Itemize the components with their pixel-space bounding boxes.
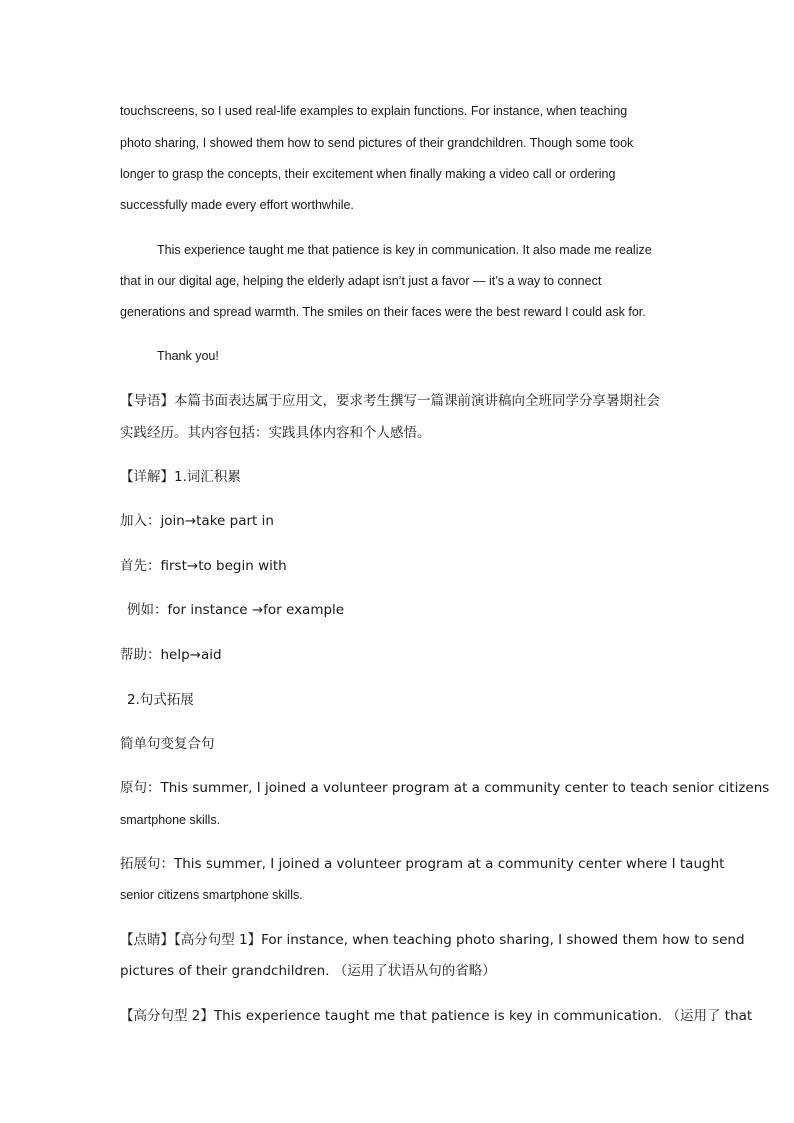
vocab-item-join: 加入：join→take part in <box>120 513 274 529</box>
highlight-1-line-2: pictures of their grandchildren. （运用了状语从句的省略） <box>120 963 496 979</box>
sentence-heading: 2.句式拓展 <box>127 692 194 708</box>
original-sentence-line-2: smartphone skills. <box>120 813 221 827</box>
essay-p2-line-2: that in our digital age, helping the elderly adapt isn’t just a favor — it’s a way to connect <box>120 274 602 288</box>
highlight-1-line-1: 【点睛】【高分句型 1】For instance, when teaching photo sharing, I showed them how to send <box>120 932 745 948</box>
expanded-sentence-line-2: senior citizens smartphone skills. <box>120 888 303 902</box>
guide-line-1: 【导语】本篇书面表达属于应用文，要求考生撰写一篇课前演讲稿向全班同学分享暑期社会 <box>120 393 660 409</box>
essay-p1-line-3: longer to grasp the concepts, their excitement when finally making a video call or ordering <box>120 167 616 181</box>
sentence-subheading: 简单句变复合句 <box>120 736 215 752</box>
original-sentence-line-1: 原句：This summer, I joined a volunteer program at a community center to teach senior citizens <box>120 780 770 796</box>
highlight-2-line-1: 【高分句型 2】This experience taught me that patience is key in communication. （运用了 that <box>120 1008 753 1024</box>
essay-p1-line-2: photo sharing, I showed them how to send pictures of their grandchildren. Though some took <box>120 136 634 150</box>
vocab-item-first: 首先：first→to begin with <box>120 558 287 574</box>
essay-p1-line-4: successfully made every effort worthwhile. <box>120 198 354 212</box>
vocab-item-help: 帮助：help→aid <box>120 647 222 663</box>
guide-line-2: 实践经历。其内容包括：实践具体内容和个人感悟。 <box>120 425 431 441</box>
essay-p2-line-1: This experience taught me that patience is key in communication. It also made me realize <box>157 243 652 257</box>
vocab-item-for-instance: 例如：for instance →for example <box>127 602 345 618</box>
essay-closing: Thank you! <box>157 349 219 363</box>
essay-p2-line-3: generations and spread warmth. The smiles on their faces were the best reward I could ask for. <box>120 305 646 319</box>
essay-p1-line-1: touchscreens, so I used real-life examples to explain functions. For instance, when teaching <box>120 104 628 118</box>
detail-heading: 【详解】1.词汇积累 <box>120 469 241 485</box>
expanded-sentence-line-1: 拓展句：This summer, I joined a volunteer program at a community center where I taught <box>120 856 725 872</box>
